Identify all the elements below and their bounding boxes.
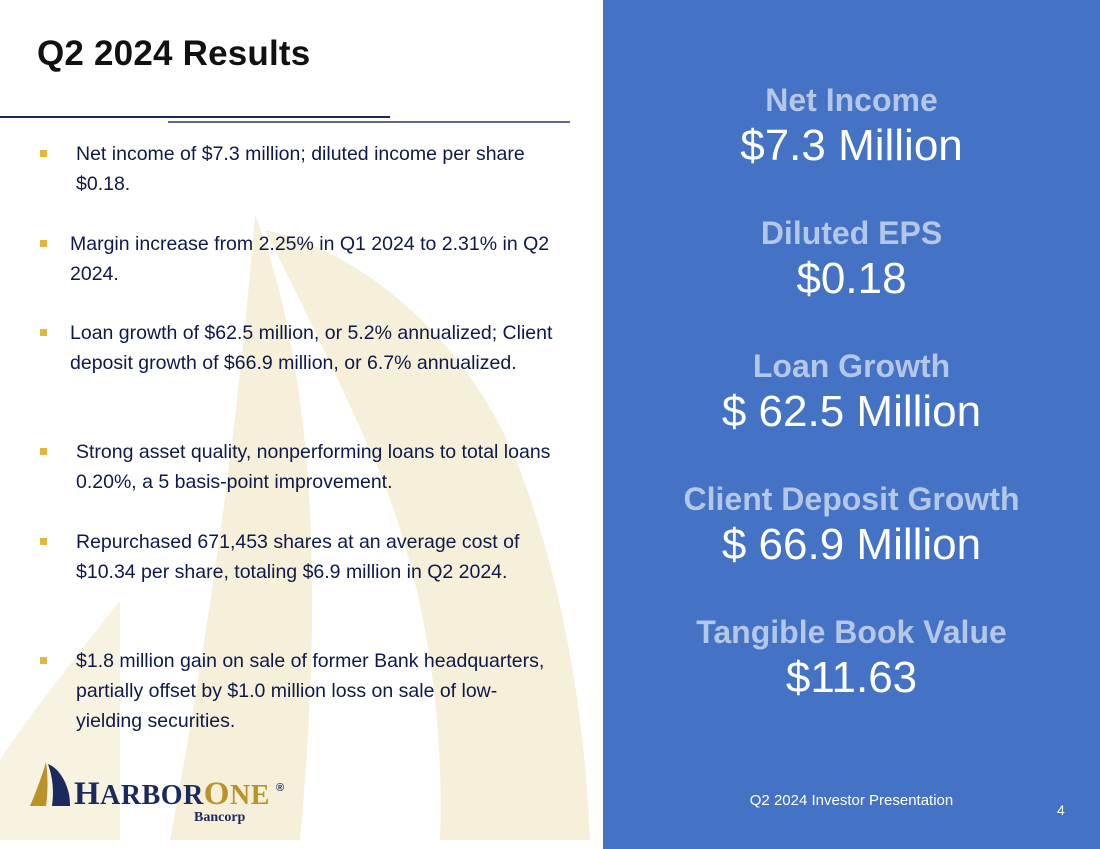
harborone-logo [26,760,286,830]
bullet-item: Strong asset quality, nonperforming loans to total loans 0.20%, a 5 basis-point improvement. [76,437,556,497]
registered-mark: ® [276,782,285,794]
bottom-strip-white [0,840,603,849]
bullet-square-icon [40,657,47,664]
metric-value: $0.18 [796,254,907,303]
metric-label: Client Deposit Growth [683,481,1020,517]
footer-presentation-title: Q2 2024 Investor Presentation [749,792,954,809]
title-divider [0,116,390,118]
metric-value: $11.63 [785,653,918,702]
bullet-square-icon [40,329,47,336]
sail-logo-icon [26,760,72,808]
metric-label: Net Income [765,82,938,118]
bullet-item: Loan growth of $62.5 million, or 5.2% annualized; Client deposit growth of $66.9 million, or 6.7% annualized. [70,318,565,378]
metric-diluted-eps [603,213,1100,305]
bullet-item: $1.8 million gain on sale of former Bank headquarters, partially offset by $1.0 million loss on sale of low-yielding securities. [76,646,561,736]
metric-value: $7.3 Million [740,121,963,170]
bullet-square-icon [40,448,47,455]
metric-label: Loan Growth [752,348,951,384]
metric-label: Diluted EPS [760,215,943,251]
slide-title: Q2 2024 Results [37,34,311,73]
bullet-square-icon [40,538,47,545]
metric-client-deposit-growth [603,479,1100,571]
metrics-panel [603,0,1100,840]
metric-net-income [603,80,1100,172]
metric-label: Tangible Book Value [696,614,1007,650]
bullet-item: Margin increase from 2.25% in Q1 2024 to 2.31% in Q2 2024. [70,229,560,289]
bullet-square-icon [40,150,47,157]
metric-loan-growth [603,346,1100,438]
bullet-item: Repurchased 671,453 shares at an average cost of $10.34 per share, totaling $6.9 million in Q2 2024. [76,527,556,587]
title-divider-accent [168,121,570,123]
metric-value: $ 62.5 Million [721,387,982,436]
metric-tangible-book-value [603,612,1100,704]
metric-value: $ 66.9 Million [721,520,982,569]
bullet-item: Net income of $7.3 million; diluted income per share $0.18. [76,139,546,199]
logo-wordmark: HARBORONE [74,776,270,812]
bottom-strip [0,840,1100,849]
logo-subtitle: Bancorp [194,810,246,825]
bullet-square-icon [40,240,47,247]
page-number: 4 [1057,802,1065,818]
